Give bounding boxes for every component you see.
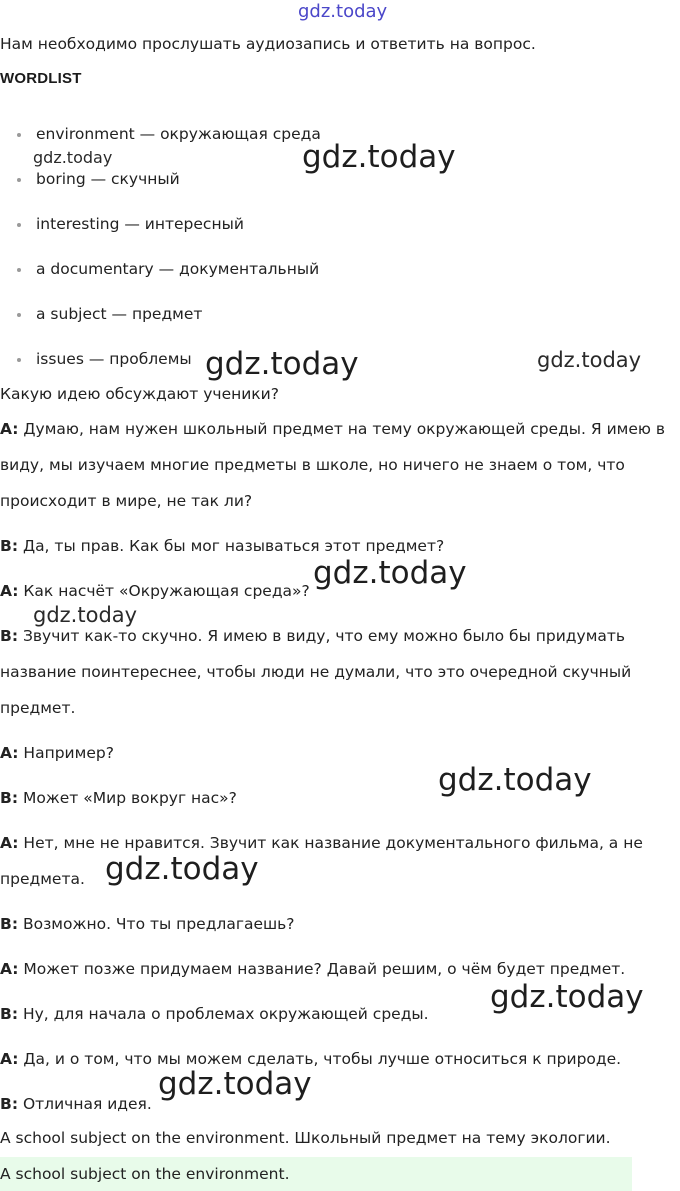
dialogue-line [0, 787, 237, 809]
wordlist-title: WORDLIST [0, 70, 82, 87]
speaker-label: A: [0, 960, 19, 978]
watermark: gdz.today [490, 979, 644, 1015]
header-watermark: gdz.today [298, 1, 388, 22]
speaker-label: A: [0, 834, 19, 852]
wordlist-item-text: boring — скучный [36, 170, 180, 188]
bullet-icon [17, 313, 21, 317]
instruction-text: Нам необходимо прослушать аудиозапись и ответить на вопрос. [0, 35, 536, 53]
dialogue-line [0, 1093, 152, 1115]
answer-box [0, 1157, 632, 1191]
bullet-icon [17, 178, 21, 182]
dialogue-text: Нет, мне не нравится. Звучит как название документального фильма, а не [23, 834, 643, 852]
dialogue-text: Может «Мир вокруг нас»? [22, 789, 237, 807]
dialogue-line: виду, мы изучаем многие предметы в школе, но ничего не знаем о том, что [0, 456, 625, 474]
dialogue-text: Да, и о том, что мы можем сделать, чтобы лучше относиться к природе. [23, 1050, 622, 1068]
speaker-label: A: [0, 582, 19, 600]
translation-text: A school subject on the environment. Школьный предмет на тему экологии. [0, 1129, 611, 1147]
dialogue-text: Может позже придумаем название? Давай решим, о чём будет предмет. [23, 960, 626, 978]
dialogue-line [0, 535, 444, 557]
wordlist-item-text: environment — окружающая среда [36, 125, 321, 143]
watermark: gdz.today [302, 139, 456, 175]
speaker-label: A: [0, 420, 19, 438]
dialogue-text: Отличная идея. [22, 1095, 152, 1113]
wordlist-item-text: a subject — предмет [36, 305, 203, 323]
dialogue-line [0, 832, 643, 854]
dialogue-text: Ну, для начала о проблемах окружающей среды. [22, 1005, 429, 1023]
watermark: gdz.today [105, 851, 259, 887]
watermark: gdz.today [313, 555, 467, 591]
dialogue-line [0, 418, 665, 440]
dialogue-line [0, 1003, 429, 1025]
dialogue-line [0, 580, 310, 602]
dialogue-line [0, 742, 114, 764]
speaker-label: A: [0, 1050, 19, 1068]
answer-text: A school subject on the environment. [0, 1165, 290, 1183]
speaker-label: B: [0, 1095, 19, 1113]
dialogue-text: Думаю, нам нужен школьный предмет на тему окружающей среды. Я имею в [23, 420, 666, 438]
dialogue-line: предмет. [0, 699, 76, 717]
speaker-label: B: [0, 537, 19, 555]
dialogue-text: Например? [23, 744, 114, 762]
speaker-label: B: [0, 915, 19, 933]
speaker-label: B: [0, 627, 19, 645]
dialogue-text: Звучит как-то скучно. Я имею в виду, что ему можно было бы придумать [22, 627, 626, 645]
question-text: Какую идею обсуждают ученики? [0, 385, 279, 403]
dialogue-line: происходит в мире, не так ли? [0, 492, 253, 510]
dialogue-line [0, 625, 625, 647]
watermark: gdz.today [537, 348, 642, 372]
dialogue-line [0, 958, 625, 980]
watermark: gdz.today [33, 148, 113, 167]
watermark: gdz.today [158, 1066, 312, 1102]
dialogue-line: предмета. [0, 870, 85, 888]
wordlist-item-text: interesting — интересный [36, 215, 244, 233]
wordlist-item-text: a documentary — документальный [36, 260, 320, 278]
bullet-icon [17, 358, 21, 362]
dialogue-text: Да, ты прав. Как бы мог называться этот предмет? [22, 537, 445, 555]
wordlist-item-text: issues — проблемы [36, 350, 192, 368]
speaker-label: A: [0, 744, 19, 762]
speaker-label: B: [0, 789, 19, 807]
dialogue-text: Возможно. Что ты предлагаешь? [22, 915, 295, 933]
dialogue-line: название поинтереснее, чтобы люди не думали, что это очередной скучный [0, 663, 632, 681]
watermark: gdz.today [438, 762, 592, 798]
watermark: gdz.today [205, 346, 359, 382]
bullet-icon [17, 223, 21, 227]
bullet-icon [17, 268, 21, 272]
bullet-icon [17, 133, 21, 137]
dialogue-text: Как насчёт «Окружающая среда»? [23, 582, 310, 600]
watermark: gdz.today [33, 603, 138, 627]
dialogue-line [0, 913, 295, 935]
speaker-label: B: [0, 1005, 19, 1023]
